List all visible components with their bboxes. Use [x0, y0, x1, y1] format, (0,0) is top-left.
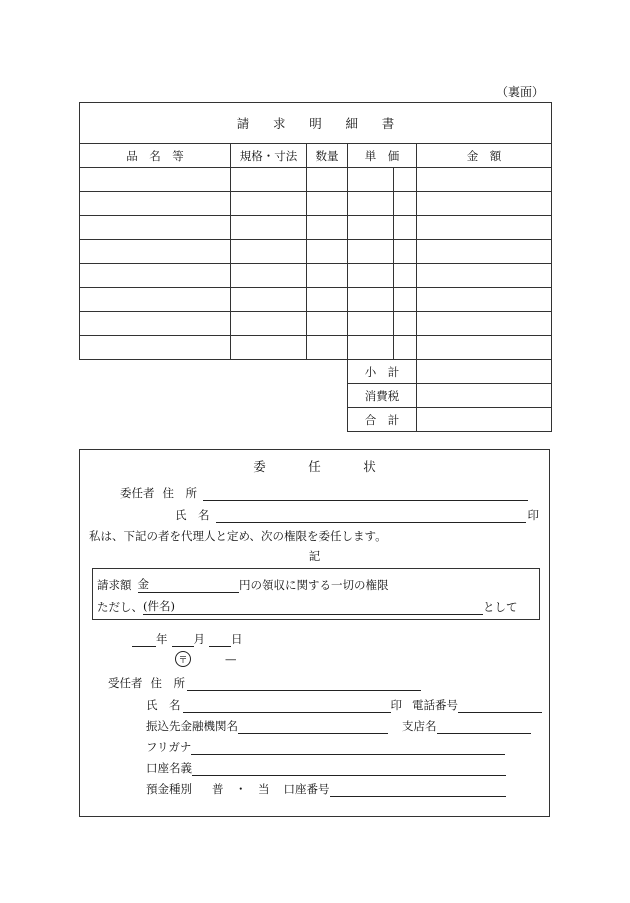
cell-unit-price-sub[interactable]: [394, 240, 417, 264]
invoice-detail-table: [79, 102, 552, 432]
cell-qty[interactable]: [307, 288, 348, 312]
principal-name-field[interactable]: [216, 509, 526, 523]
tax-row: [80, 384, 552, 408]
cell-item[interactable]: [80, 192, 231, 216]
branch-field[interactable]: [437, 720, 531, 734]
cell-amount[interactable]: [417, 288, 552, 312]
cell-amount[interactable]: [417, 216, 552, 240]
invoice-line-row: [80, 288, 552, 312]
cell-unit-price-sub[interactable]: [394, 264, 417, 288]
subtotal-label: 小 計: [348, 360, 417, 384]
agent-address-field[interactable]: [187, 677, 421, 691]
cell-spec[interactable]: [231, 216, 307, 240]
kin-label: 金: [137, 577, 149, 591]
day-label: 日: [231, 632, 243, 646]
ki-label: 記: [308, 549, 321, 563]
invoice-line-row: [80, 336, 552, 360]
cell-amount[interactable]: [417, 312, 552, 336]
cell-item[interactable]: [80, 168, 231, 192]
bank-field[interactable]: [238, 720, 388, 734]
cell-amount[interactable]: [417, 264, 552, 288]
col-qty-header: 数量: [307, 144, 348, 168]
cell-qty[interactable]: [307, 264, 348, 288]
cell-amount[interactable]: [417, 168, 552, 192]
total-row: [80, 408, 552, 432]
case-name-label: (件名): [143, 599, 175, 613]
agent-name-field[interactable]: [183, 699, 391, 713]
principal-address-label: 住 所: [162, 486, 197, 500]
invoice-line-row: [80, 240, 552, 264]
cell-unit-price-sub[interactable]: [394, 288, 417, 312]
cell-item[interactable]: [80, 336, 231, 360]
principal-address-field[interactable]: [203, 487, 528, 501]
cell-qty[interactable]: [307, 336, 348, 360]
cell-item[interactable]: [80, 216, 231, 240]
agent-seal: 印: [390, 698, 402, 712]
tax-cell[interactable]: [417, 384, 552, 408]
cell-unit-price-main[interactable]: [348, 240, 394, 264]
cell-unit-price-main[interactable]: [348, 192, 394, 216]
account-number-label: 口座番号: [283, 782, 330, 796]
year-field[interactable]: [132, 633, 156, 647]
col-spec-header: 規格・寸法: [231, 144, 307, 168]
cell-unit-price-sub[interactable]: [394, 336, 417, 360]
invoice-header-row: [80, 144, 552, 168]
agent-name-label: 氏 名: [146, 698, 181, 712]
account-name-label: 口座名義: [146, 761, 192, 775]
invoice-line-row: [80, 192, 552, 216]
postal-mark-icon: 〒: [175, 651, 191, 667]
month-field[interactable]: [172, 633, 194, 647]
proxy-form: [79, 449, 550, 817]
cell-item[interactable]: [80, 312, 231, 336]
col-unit-price-header: 単 価: [348, 144, 417, 168]
account-name-field[interactable]: [192, 762, 506, 776]
cell-unit-price-main[interactable]: [348, 264, 394, 288]
reverse-side-label: （裏面）: [495, 85, 544, 99]
agent-address-label: 住 所: [150, 676, 185, 690]
cell-spec[interactable]: [231, 240, 307, 264]
cell-amount[interactable]: [417, 192, 552, 216]
day-field[interactable]: [209, 633, 231, 647]
subtotal-row: [80, 360, 552, 384]
invoice-line-row: [80, 168, 552, 192]
deposit-type-options[interactable]: 普 ・ 当: [212, 782, 270, 796]
claim-amount-field[interactable]: [149, 579, 239, 593]
authority-text: 円の領収に関する一切の権限: [239, 578, 389, 592]
cell-spec[interactable]: [231, 264, 307, 288]
phone-field[interactable]: [458, 699, 542, 713]
bank-label: 振込先金融機関名: [146, 719, 238, 733]
month-label: 月: [193, 632, 205, 646]
principal-label: 委任者: [120, 486, 155, 500]
cell-spec[interactable]: [231, 288, 307, 312]
cell-unit-price-sub[interactable]: [394, 312, 417, 336]
cell-unit-price-main[interactable]: [348, 288, 394, 312]
phone-label: 電話番号: [412, 698, 458, 712]
cell-qty[interactable]: [307, 168, 348, 192]
cell-amount[interactable]: [417, 336, 552, 360]
invoice-line-row: [80, 264, 552, 288]
cell-qty[interactable]: [307, 192, 348, 216]
account-number-field[interactable]: [330, 783, 506, 797]
cell-unit-price-sub[interactable]: [394, 168, 417, 192]
cell-amount[interactable]: [417, 240, 552, 264]
total-label: 合 計: [348, 408, 417, 432]
toshite-label: として: [482, 600, 518, 614]
cell-unit-price-main[interactable]: [348, 312, 394, 336]
cell-unit-price-main[interactable]: [348, 216, 394, 240]
cell-spec[interactable]: [231, 336, 307, 360]
cell-item[interactable]: [80, 264, 231, 288]
authority-box: [92, 568, 540, 620]
cell-unit-price-sub[interactable]: [394, 216, 417, 240]
invoice-title: 請求明細書: [80, 103, 552, 144]
principal-seal: 印: [527, 508, 539, 522]
furigana-label: フリガナ: [146, 740, 192, 754]
delegation-statement: 私は、下記の者を代理人と定め、次の権限を委任します。: [89, 529, 387, 543]
invoice-line-row: [80, 312, 552, 336]
furigana-field[interactable]: [191, 741, 505, 755]
cell-item[interactable]: [80, 288, 231, 312]
case-name-field[interactable]: [175, 601, 483, 615]
cell-unit-price-sub[interactable]: [394, 192, 417, 216]
invoice-line-row: [80, 216, 552, 240]
cell-qty[interactable]: [307, 240, 348, 264]
agent-label: 受任者: [108, 676, 143, 690]
cell-unit-price-main[interactable]: [348, 168, 394, 192]
proxy-title: 委任状: [253, 459, 419, 474]
cell-qty[interactable]: [307, 312, 348, 336]
branch-label: 支店名: [402, 719, 437, 733]
col-item-header: 品 名 等: [80, 144, 231, 168]
cell-spec[interactable]: [231, 192, 307, 216]
cell-spec[interactable]: [231, 312, 307, 336]
cell-unit-price-main[interactable]: [348, 336, 394, 360]
cell-qty[interactable]: [307, 216, 348, 240]
claim-amount-label: 請求額: [97, 578, 132, 592]
principal-name-label: 氏 名: [175, 508, 210, 522]
cell-spec[interactable]: [231, 168, 307, 192]
deposit-type-label: 預金種別: [146, 782, 192, 796]
tax-label: 消費税: [348, 384, 417, 408]
total-cell[interactable]: [417, 408, 552, 432]
col-amount-header: 金 額: [417, 144, 552, 168]
tadashi-label: ただし、: [97, 600, 143, 614]
subtotal-cell[interactable]: [417, 360, 552, 384]
year-label: 年: [156, 632, 168, 646]
cell-item[interactable]: [80, 240, 231, 264]
postal-code-dash: —: [225, 652, 237, 666]
